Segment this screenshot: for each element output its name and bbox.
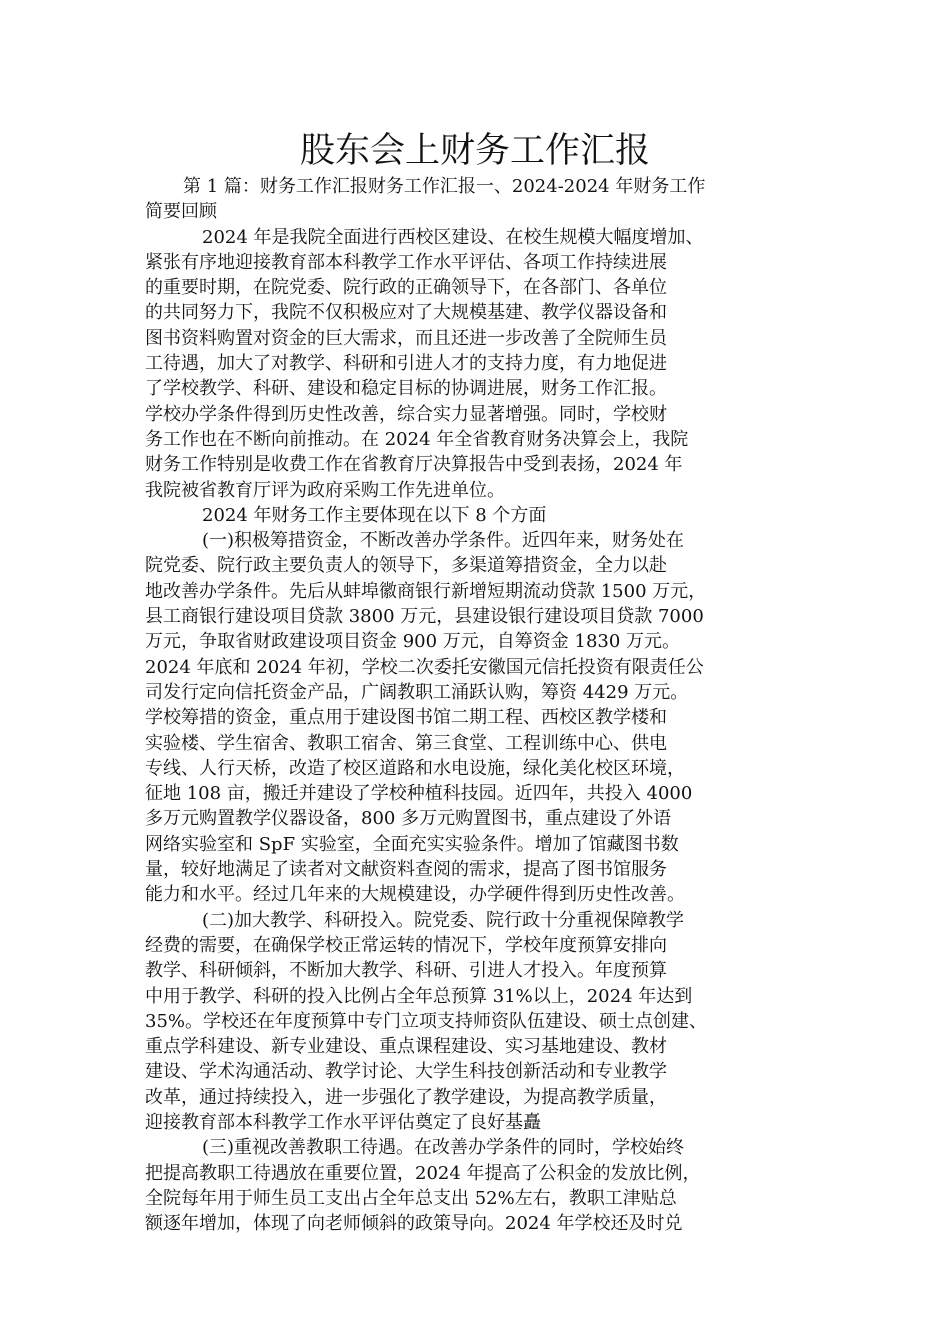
body-line: 2024 年财务工作主要体现在以下 8 个方面 [202, 504, 547, 526]
body-line: 图书资料购置对资金的巨大需求，而且还进一步改善了全院师生员 [145, 327, 667, 349]
body-line: 全院每年用于师生员工支出占全年总支出 52%左右，教职工津贴总 [145, 1187, 677, 1209]
body-line: 学校筹措的资金，重点用于建设图书馆二期工程、西校区教学楼和 [145, 707, 667, 729]
body-line: 迎接教育部本科教学工作水平评估奠定了良好基矗 [145, 1111, 541, 1133]
body-line: 2024 年是我院全面进行西校区建设、在校生规模大幅度增加、 [202, 226, 704, 248]
body-line: 额逐年增加，体现了向老师倾斜的政策导向。2024 年学校还及时兑 [145, 1213, 683, 1235]
body-line: 把提高教职工待遇放在重要位置，2024 年提高了公积金的发放比例， [145, 1162, 701, 1184]
body-line: 实验楼、学生宿舍、教职工宿舍、第三食堂、工程训练中心、供电 [145, 732, 667, 754]
body-line: 司发行定向信托资金产品，广阔教职工涌跃认购，筹资 4429 万元。 [145, 681, 689, 703]
body-line: 县工商银行建设项目贷款 3800 万元，县建设银行建设项目贷款 7000 [145, 606, 704, 628]
document-body [145, 174, 815, 1236]
body-line: 学校办学条件得到历史性改善，综合实力显著增强。同时，学校财 [145, 403, 667, 425]
body-line: 紧张有序地迎接教育部本科教学工作水平评估、各项工作持续进展 [145, 251, 667, 273]
body-line: 财务工作特别是收费工作在省教育厅决算报告中受到表扬，2024 年 [145, 454, 683, 476]
body-line: 第 1 篇：财务工作汇报财务工作汇报一、2024-2024 年财务工作 [183, 176, 706, 197]
body-line: 多万元购置教学仪器设备，800 多万元购置图书，重点建设了外语 [145, 808, 672, 830]
body-line: 中用于教学、科研的投入比例占全年总预算 31%以上，2024 年达到 [145, 985, 693, 1007]
body-line: 2024 年底和 2024 年初，学校二次委托安徽国元信托投资有限责任公 [145, 656, 704, 678]
body-line: 教学、科研倾斜，不断加大教学、科研、引进人才投入。年度预算 [145, 960, 667, 982]
body-line: 35%。学校还在年度预算中专门立项支持师资队伍建设、硕士点创建、 [145, 1010, 708, 1032]
body-line: (一)积极筹措资金，不断改善办学条件。近四年来，财务处在 [202, 530, 685, 552]
body-line: 网络实验室和 SpF 实验室，全面充实实验条件。增加了馆藏图书数 [145, 833, 679, 855]
body-line: (三)重视改善教职工待遇。在改善办学条件的同时，学校始终 [202, 1137, 685, 1159]
body-line: 简要回顾 [145, 201, 217, 223]
body-line: 工待遇，加大了对教学、科研和引进人才的支持力度，有力地促进 [145, 353, 667, 375]
body-line: (二)加大教学、科研投入。院党委、院行政十分重视保障教学 [202, 909, 685, 931]
document-title: 股东会上财务工作汇报 [299, 131, 650, 171]
body-line: 院党委、院行政主要负责人的领导下，多渠道筹措资金，全力以赴 [145, 555, 667, 577]
body-line: 务工作也在不断向前推动。在 2024 年全省教育财务决算会上，我院 [145, 428, 689, 450]
body-line: 我院被省教育厅评为政府采购工作先进单位。 [145, 479, 505, 501]
body-line: 经费的需要，在确保学校正常运转的情况下，学校年度预算安排向 [145, 934, 667, 956]
body-line: 地改善办学条件。先后从蚌埠徽商银行新增短期流动贷款 1500 万元， [145, 580, 707, 602]
body-line: 能力和水平。经过几年来的大规模建设，办学硬件得到历史性改善。 [145, 884, 685, 906]
body-line: 的共同努力下，我院不仅积极应对了大规模基建、教学仪器设备和 [145, 302, 667, 324]
body-line: 量，较好地满足了读者对文献资料查阅的需求，提高了图书馆服务 [145, 859, 667, 881]
body-line: 重点学科建设、新专业建设、重点课程建设、实习基地建设、教材 [145, 1036, 667, 1058]
body-line: 的重要时期，在院党委、院行政的正确领导下，在各部门、各单位 [145, 277, 667, 299]
body-line: 建设、学术沟通活动、教学讨论、大学生科技创新活动和专业教学 [145, 1061, 667, 1083]
body-line: 专线、人行天桥，改造了校区道路和水电设施，绿化美化校区环境， [145, 757, 685, 779]
body-line: 万元，争取省财政建设项目资金 900 万元，自筹资金 1830 万元。 [145, 631, 681, 653]
body-line: 征地 108 亩，搬迁并建设了学校种植科技园。近四年，共投入 4000 [145, 783, 693, 805]
body-line: 改革，通过持续投入，进一步强化了教学建设，为提高教学质量， [145, 1086, 667, 1108]
body-line: 了学校教学、科研、建设和稳定目标的协调进展，财务工作汇报。 [145, 378, 667, 400]
